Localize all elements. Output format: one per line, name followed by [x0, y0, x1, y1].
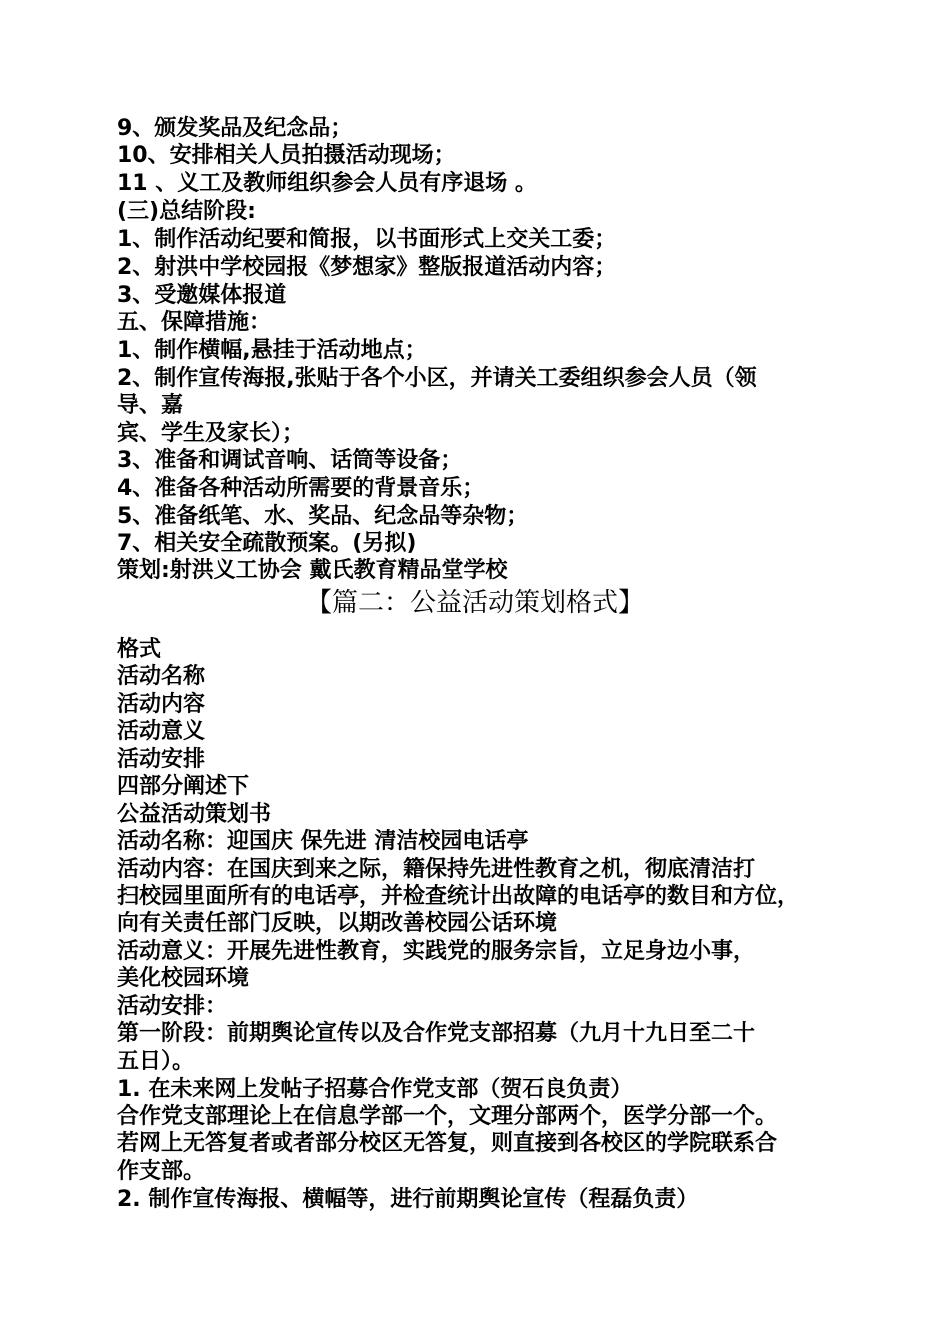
text-line: (三)总结阶段: — [117, 199, 256, 224]
text-line: 若网上无答复者或者部分校区无答复，则直接到各校区的学院联系合 — [117, 1131, 778, 1156]
text-line: 11 、义工及教师组织参会人员有序退场 。 — [117, 171, 537, 196]
text-line: 活动内容：在国庆到来之际，籍保持先进性教育之机，彻底清洁打 — [117, 857, 756, 882]
text-line: 活动内容 — [117, 692, 206, 717]
text-line: 合作党支部理论上在信息学部一个，文理分部两个，医学分部一个。 — [117, 1104, 778, 1129]
text-line: 10、安排相关人员拍摄活动现场； — [117, 143, 456, 168]
text-line: 4、准备各种活动所需要的背景音乐； — [117, 476, 485, 501]
section-heading: 【篇二：公益活动策划格式】 — [305, 588, 644, 618]
text-line: 3、受邀媒体报道 — [117, 283, 287, 308]
text-line: 扫校园里面所有的电话亭，并检查统计出故障的电话亭的数目和方位， — [117, 884, 800, 909]
section-title: 五、保障措施： — [117, 310, 272, 335]
text-line: 5、准备纸笔、水、奖品、纪念品等杂物； — [117, 504, 529, 529]
text-line: 导、嘉 — [117, 393, 184, 418]
text-line: 1、制作活动纪要和简报，以书面形式上交关工委； — [117, 227, 617, 252]
text-line: 活动意义 — [117, 719, 206, 744]
text-line: 美化校园环境 — [117, 966, 250, 991]
text-line: 策划:射洪义工协会 戴氏教育精品堂学校 — [117, 558, 508, 583]
text-line: 2. 制作宣传海报、横幅等，进行前期舆论宣传（程磊负责） — [117, 1187, 699, 1212]
text-line: 活动安排 — [117, 747, 206, 772]
text-line: 宾、学生及家长）； — [117, 421, 305, 446]
text-line: 五日）。 — [117, 1049, 195, 1074]
text-line: 作支部。 — [117, 1159, 206, 1184]
text-line: 四部分阐述下 — [117, 774, 250, 799]
text-line: 第一阶段：前期舆论宣传以及合作党支部招募（九月十九日至二十 — [117, 1021, 756, 1046]
text-line: 1、制作横幅,悬挂于活动地点； — [117, 338, 427, 363]
text-line: 9、颁发奖品及纪念品； — [117, 116, 353, 141]
text-line: 公益活动策划书 — [117, 802, 272, 827]
text-line: 活动名称 — [117, 664, 206, 689]
text-line: 7、相关安全疏散预案。(另拟) — [117, 531, 417, 556]
text-line: 活动名称：迎国庆 保先进 清洁校园电话亭 — [117, 829, 529, 854]
text-line: 1. 在未来网上发帖子招募合作党支部（贺石良负责） — [117, 1077, 633, 1102]
text-line: 活动安排： — [117, 994, 228, 1019]
text-line: 向有关责任部门反映，以期改善校园公话环境 — [117, 911, 558, 936]
text-line: 格式 — [117, 637, 162, 662]
text-line: 2、制作宣传海报,张贴于各个小区，并请关工委组织参会人员（领 — [117, 366, 757, 391]
text-line: 2、射洪中学校园报《梦想家》整版报道活动内容； — [117, 255, 617, 280]
text-line: 3、准备和调试音响、话筒等设备； — [117, 448, 463, 473]
text-line: 活动意义：开展先进性教育，实践党的服务宗旨，立足身边小事， — [117, 939, 756, 964]
